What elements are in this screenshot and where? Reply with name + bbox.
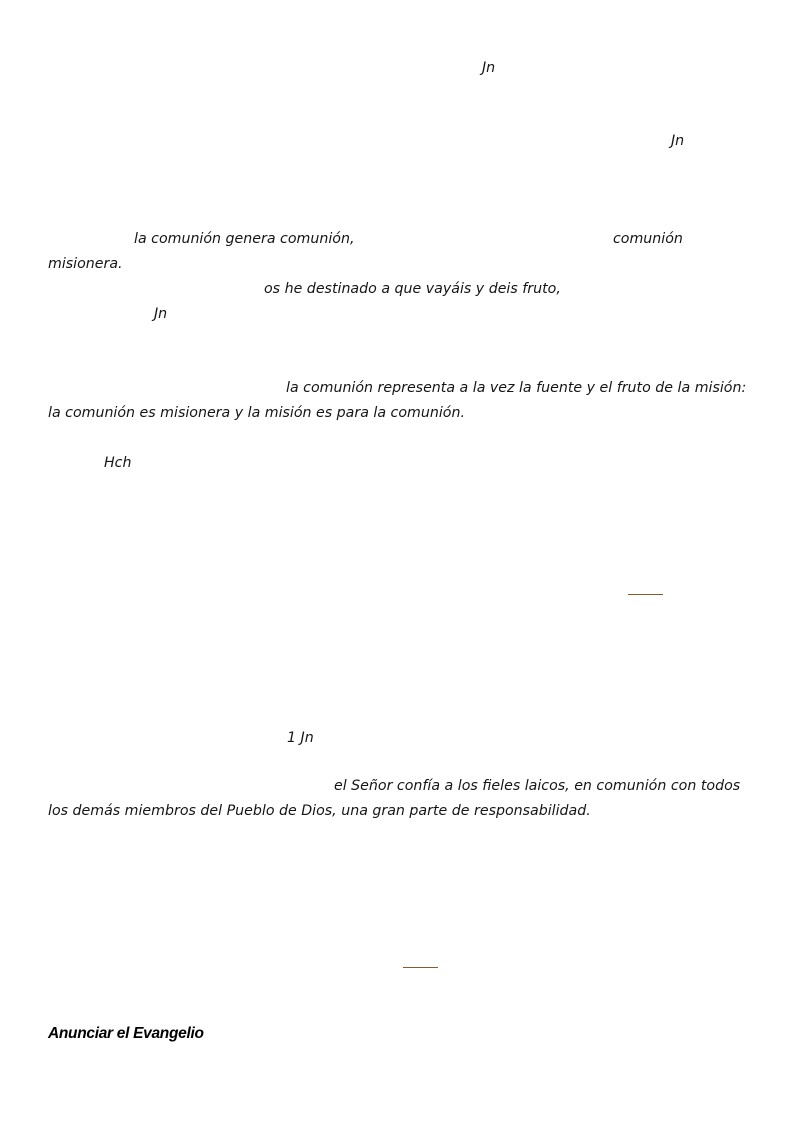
footnote-rule	[628, 594, 663, 595]
citation-jn-3: Jn	[154, 306, 168, 322]
citation-1jn: 1 Jn	[287, 730, 314, 746]
footnote-rule	[403, 967, 438, 968]
quote-lord-entrusts: el Señor confía a los fieles laicos, en comunión con todos	[334, 778, 741, 794]
citation-jn-2: Jn	[671, 133, 685, 149]
quote-communion-generates: la comunión genera comunión,	[134, 231, 355, 247]
quote-source-and-fruit: la comunión representa a la vez la fuente y el fruto de la misión:	[286, 380, 747, 396]
quote-communion: comunión	[613, 231, 683, 247]
section-heading: Anunciar el Evangelio	[48, 1025, 204, 1042]
quote-people-of-god: los demás miembros del Pueblo de Dios, una gran parte de responsabilidad.	[48, 803, 591, 819]
citation-hch: Hch	[104, 455, 132, 471]
quote-missionary: misionera.	[48, 256, 123, 272]
quote-communion-missionary: la comunión es misionera y la misión es para la comunión.	[48, 405, 465, 421]
quote-destined: os he destinado a que vayáis y deis fruto,	[264, 281, 561, 297]
citation-jn-1: Jn	[482, 60, 496, 76]
